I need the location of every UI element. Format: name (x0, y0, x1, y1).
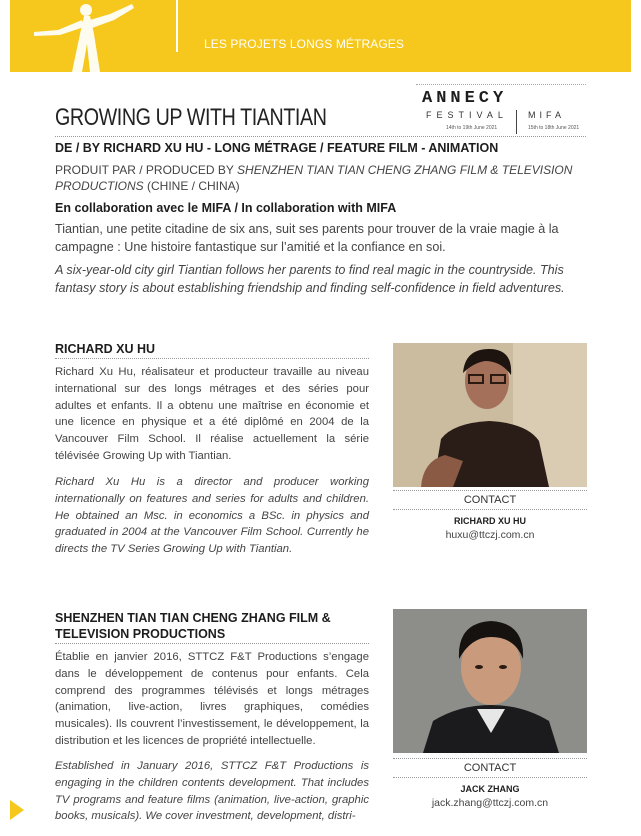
title-divider (55, 136, 586, 137)
mifa-dates: 15th to 18th June 2021 (528, 125, 580, 131)
header-divider (176, 0, 178, 52)
synopsis-fr-line-1: Tiantian, une petite citadine de six ans, suit ses parents pour trouver de la vraie magie à la (55, 222, 559, 236)
annecy-logo: ANNECY (422, 89, 508, 108)
synopsis-en-line-2: fantasy story is about establishing friendship and finding self-confidence in field adventures. (55, 281, 565, 295)
company-contact-name: JACK ZHANG (460, 784, 520, 794)
contact-photo (393, 609, 587, 753)
festival-label: FESTIVAL (426, 110, 508, 120)
company-contact-label: CONTACT (463, 762, 517, 774)
producer-name: SHENZHEN TIAN TIAN CHENG ZHANG FILM & TELEVISION (237, 163, 573, 177)
logo-separator (516, 110, 517, 134)
company-contact-rule-2 (393, 777, 587, 778)
logo-rule (416, 84, 586, 85)
company-bio-fr: Établie en janvier 2016, STTCZ F&T Productions s’engage dans le développement de contenus pour enfants. Cela comprend des programmes télévisés et longs métrages (animation, live-action, livres graphiques, comédies musicales). Ils couvrent l’investissement, le développement, la distribution et les licences de propriété intellectuelle. (55, 651, 369, 747)
director-contact-rule-2 (393, 509, 587, 510)
jack-zhang-portrait-image (393, 609, 587, 753)
film-title: GROWING UP WITH TIANTIAN (55, 104, 327, 131)
director-bio-en: Richard Xu Hu is a director and producer working internationally on features and series for adults and children. He obtained an Msc. in economics a BSc. in physics and graduated in 2004 at the Vancouver Film School. Currently he directs the TV Series Growing Up with Tiantian. (55, 476, 369, 556)
header-band (10, 0, 631, 72)
producer-country: (CHINE / CHINA) (143, 179, 240, 193)
synopsis-fr-line-2: campagne : Une histoire fantastique sur l’amitié et la confiance en soi. (55, 240, 446, 254)
company-heading-line-2: TELEVISION PRODUCTIONS (55, 627, 226, 641)
mifa-label: MIFA (528, 110, 566, 120)
director-photo (393, 343, 587, 487)
director-heading-rule (55, 358, 369, 359)
produced-by-line-2 (55, 179, 240, 193)
director-heading: RICHARD XU HU (55, 342, 155, 356)
dancer-silhouette-image (28, 0, 148, 72)
company-heading-rule (55, 643, 369, 644)
produced-by-prefix: PRODUIT PAR / PRODUCED BY (55, 163, 238, 177)
company-bio-en: Established in January 2016, STTCZ F&T Productions is engaging in the children contents development. That includes TV programs and feature films (animation, live-action, graphic books, musicals). We cover investment, development, distri- (55, 760, 369, 823)
corner-marker (10, 800, 24, 820)
director-contact-label: CONTACT (463, 494, 517, 506)
synopsis-en-line-1: A six-year-old city girl Tiantian follows her parents to find real magic in the countryside. This (55, 263, 564, 277)
company-heading-line-1: SHENZHEN TIAN TIAN CHENG ZHANG FILM & (55, 611, 331, 625)
section-label: LES PROJETS LONGS MÉTRAGES (204, 37, 404, 51)
festival-dates: 14th to 19th June 2021 (446, 125, 498, 131)
company-contact-rule (393, 758, 587, 759)
company-contact-email[interactable]: jack.zhang@ttczj.com.cn (431, 797, 549, 809)
director-contact-rule (393, 490, 587, 491)
director-portrait-image (393, 343, 587, 487)
director-bio-fr: Richard Xu Hu, réalisateur et producteur travaille au niveau international sur des longs métrages et des séries pour adultes et enfants. Il a obtenu une maîtrise en économie et une licence en physique et a été diplômé en 2004 de la Vancouver Film School. Il réalise actuellement la série télévisée Growing Up with Tiantian. (55, 366, 369, 462)
film-byline: DE / BY RICHARD XU HU - LONG MÉTRAGE / FEATURE FILM - ANIMATION (55, 141, 499, 155)
collaboration-line: En collaboration avec le MIFA / In collaboration with MIFA (55, 201, 397, 215)
director-contact-name: RICHARD XU HU (454, 516, 526, 526)
producer-name-cont: PRODUCTIONS (55, 179, 144, 193)
director-contact-email[interactable]: huxu@ttczj.com.cn (445, 529, 535, 541)
produced-by-line (55, 163, 572, 177)
